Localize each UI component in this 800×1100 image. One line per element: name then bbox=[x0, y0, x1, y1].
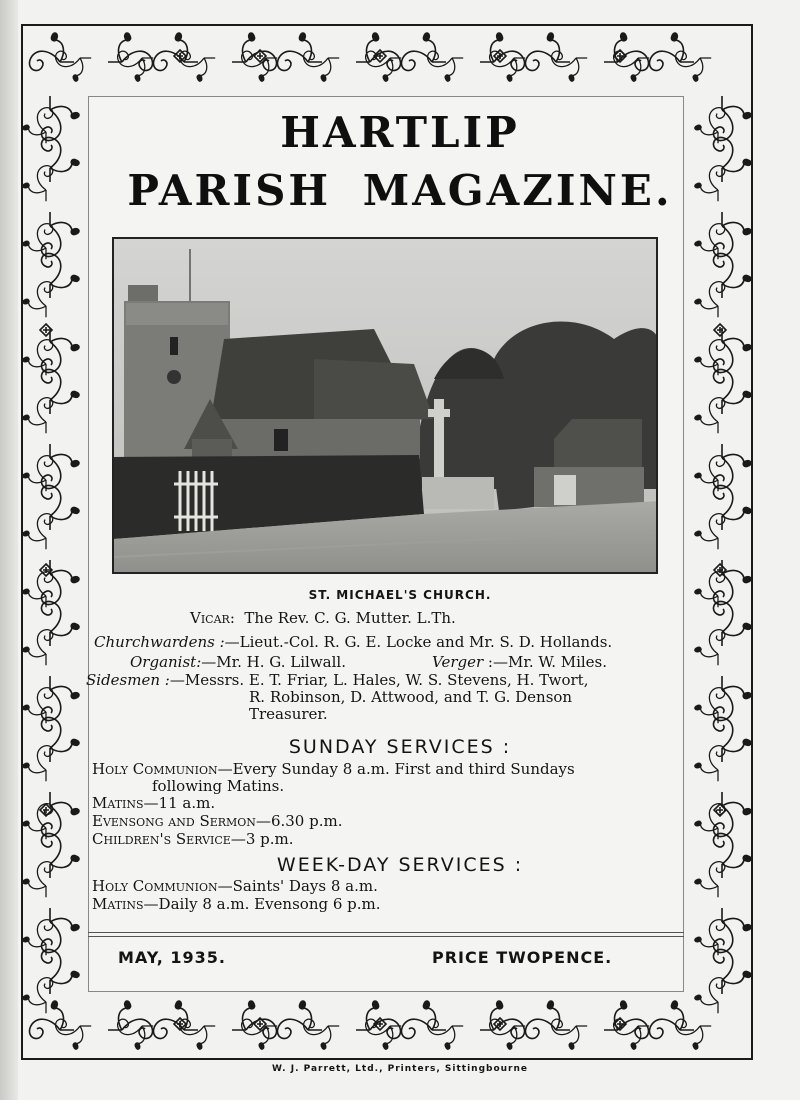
sunday-services-heading: SUNDAY SERVICES : bbox=[288, 736, 512, 758]
divider-rule-double bbox=[88, 936, 684, 937]
verger-line bbox=[432, 653, 607, 671]
weekday-holy-communion bbox=[92, 877, 378, 895]
organist-line bbox=[130, 653, 346, 671]
sunday-holy-communion bbox=[92, 760, 575, 778]
divider-rule bbox=[88, 932, 684, 933]
weekday-matins-times: —Daily 8 a.m. Evensong 6 p.m. bbox=[143, 895, 381, 913]
price: PRICE TWOPENCE. bbox=[432, 948, 613, 967]
weekday-matins bbox=[92, 895, 381, 913]
weekday-holy-communion-label: Holy Communion bbox=[92, 877, 218, 895]
churchwardens-line bbox=[94, 633, 612, 651]
issue-date: MAY, 1935. bbox=[118, 948, 226, 967]
sunday-evensong bbox=[92, 812, 342, 830]
verger-name: :—Mr. W. Miles. bbox=[483, 653, 608, 671]
churchwardens-names: —Lieut.-Col. R. G. E. Locke and Mr. S. D. Hollands. bbox=[224, 633, 613, 651]
organist-name: —Mr. H. G. Lilwall. bbox=[201, 653, 346, 671]
holy-communion-continuation: following Matins. bbox=[152, 777, 285, 795]
printer-imprint: W. J. Parrett, Ltd., Printers, Sittingbourne bbox=[271, 1064, 529, 1074]
holy-communion-label: Holy Communion bbox=[92, 760, 218, 778]
church-photo-illustration bbox=[114, 239, 658, 574]
childrens-service-label: Children's Service bbox=[92, 830, 231, 848]
organist-label: Organist: bbox=[130, 653, 202, 671]
vicar-label: Vicar: bbox=[190, 609, 235, 627]
sunday-childrens-service bbox=[92, 830, 294, 848]
weekday-services-heading: WEEK-DAY SERVICES : bbox=[276, 854, 524, 876]
evensong-time: —6.30 p.m. bbox=[255, 812, 343, 830]
weekday-matins-label: Matins bbox=[92, 895, 144, 913]
sidesmen-line-3: Treasurer. bbox=[249, 705, 328, 723]
sidesmen-label: Sidesmen : bbox=[86, 671, 170, 689]
verger-label: Verger bbox=[432, 653, 484, 671]
vicar-line bbox=[190, 609, 456, 627]
church-photograph bbox=[112, 237, 658, 574]
photo-caption: ST. MICHAEL'S CHURCH. bbox=[308, 588, 492, 602]
masthead-title-line2: PARISH MAGAZINE. bbox=[127, 166, 673, 215]
matins-label: Matins bbox=[92, 794, 144, 812]
sidesmen-line-2: R. Robinson, D. Attwood, and T. G. Denson bbox=[249, 688, 573, 706]
holy-communion-times: —Every Sunday 8 a.m. First and third Sundays bbox=[217, 760, 575, 778]
sunday-matins bbox=[92, 794, 215, 812]
sidesmen-line bbox=[86, 671, 676, 689]
matins-time: —11 a.m. bbox=[143, 794, 216, 812]
sidesmen-names: —Messrs. E. T. Friar, L. Hales, W. S. Stevens, H. Twort, bbox=[169, 671, 589, 689]
weekday-holy-communion-times: —Saints' Days 8 a.m. bbox=[217, 877, 378, 895]
masthead-title-line1: HARTLIP bbox=[280, 108, 520, 157]
childrens-service-time: —3 p.m. bbox=[230, 830, 294, 848]
vicar-name: The Rev. C. G. Mutter. L.Th. bbox=[244, 609, 456, 627]
evensong-label: Evensong and Sermon bbox=[92, 812, 256, 830]
churchwardens-label: Churchwardens : bbox=[94, 633, 225, 651]
